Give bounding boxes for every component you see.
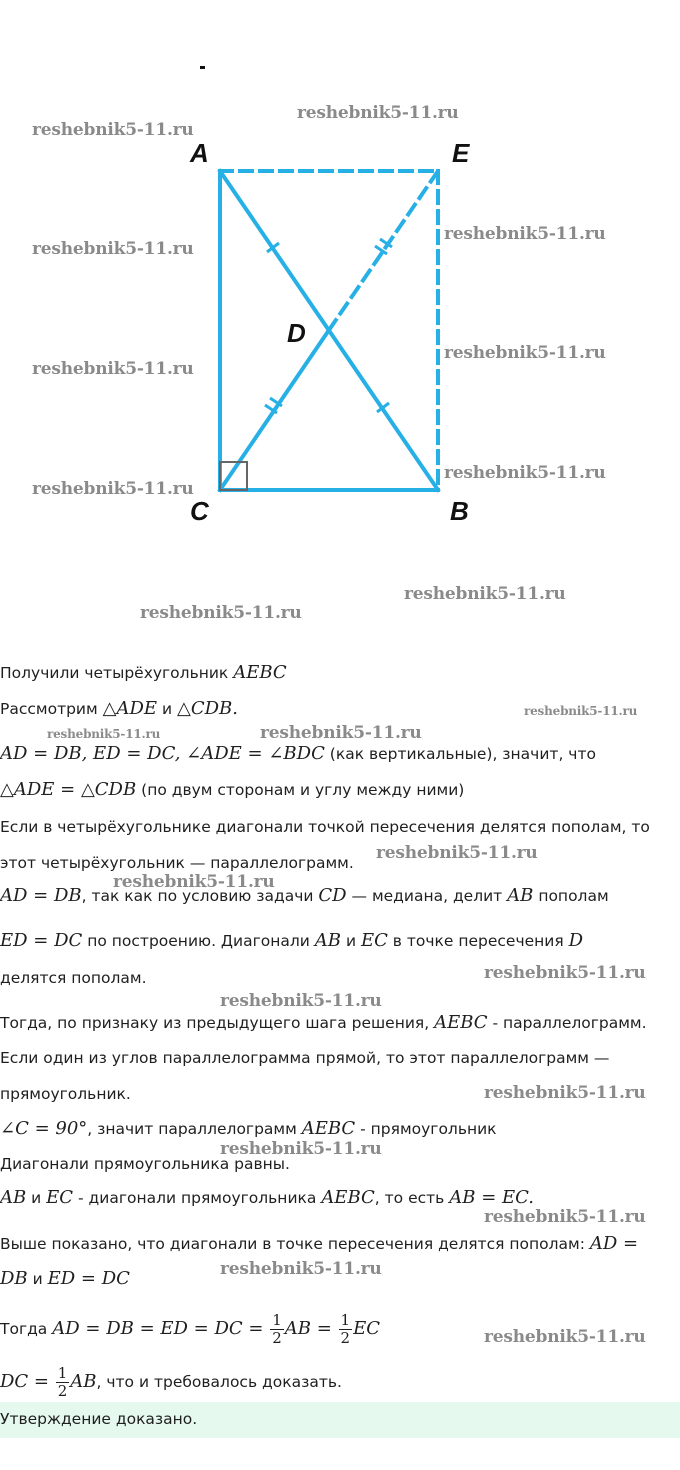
watermark: reshebnik5-11.ru [484, 1327, 646, 1347]
watermark: reshebnik5-11.ru [32, 479, 194, 499]
watermark: reshebnik5-11.ru [220, 1139, 382, 1159]
text-line: Тогда, по признаку из предыдущего шага решения, AEBC - параллелограмм. [0, 1012, 647, 1033]
text-line: △ADE = △CDB (по двум сторонам и углу между ними) [0, 779, 465, 800]
watermark: reshebnik5-11.ru [47, 727, 161, 741]
text-line: AD = DB, так как по условию задачи CD — медиана, делит AB пополам [0, 885, 609, 906]
text-line: Рассмотрим △ADE и △CDB. [0, 698, 238, 719]
text-line: Если один из углов параллелограмма прямой, то этот параллелограмм — [0, 1049, 610, 1067]
label-c: C [190, 496, 209, 526]
text-line: Тогда AD = DB = ED = DC = $\frac{1}{2}$ AB = $\frac{1}{2}$ EC [0, 1311, 380, 1347]
watermark: reshebnik5-11.ru [484, 1207, 646, 1227]
text-line: Выше показано, что диагонали в точке пересечения делятся пополам: AD = [0, 1233, 639, 1254]
watermark: reshebnik5-11.ru [484, 1083, 646, 1103]
watermark: reshebnik5-11.ru [444, 224, 606, 244]
label-e: E [452, 138, 470, 168]
text-line: ∠C = 90°, значит параллелограмм AEBC - прямоугольник [0, 1118, 497, 1139]
text-line: DB и ED = DC [0, 1268, 130, 1289]
stray-mark [200, 66, 205, 69]
text-line: этот четырёхугольник — параллелограмм. [0, 854, 354, 872]
geometry-figure [0, 0, 680, 640]
label-d: D [287, 318, 306, 348]
text-line: делятся пополам. [0, 969, 147, 987]
text-line: DC = $\frac{1}{2}$ AB, что и требовалось доказать. [0, 1364, 342, 1400]
watermark: reshebnik5-11.ru [32, 239, 194, 259]
watermark: reshebnik5-11.ru [220, 1259, 382, 1279]
watermark: reshebnik5-11.ru [140, 603, 302, 623]
label-b: B [450, 496, 469, 526]
watermark: reshebnik5-11.ru [484, 963, 646, 983]
watermark: reshebnik5-11.ru [404, 584, 566, 604]
fraction: $\frac{1}{2}$ [272, 1311, 282, 1347]
text-line: Диагонали прямоугольника равны. [0, 1155, 290, 1173]
conclusion-banner [0, 1402, 680, 1438]
text-line: Получили четырёхугольник AEBC [0, 662, 287, 683]
watermark: reshebnik5-11.ru [32, 359, 194, 379]
fraction: $\frac{1}{2}$ [340, 1311, 351, 1347]
text-line: AD = DB, ED = DC, ∠ADE = ∠BDC (как вертикальные), значит, что [0, 743, 596, 764]
text-line: ED = DC по построению. Диагонали AB и EC в точке пересечения D [0, 930, 584, 951]
text-line: AB и EC - диагонали прямоугольника AEBC, то есть AB = EC. [0, 1187, 534, 1208]
watermark: reshebnik5-11.ru [444, 463, 606, 483]
watermark: reshebnik5-11.ru [376, 843, 538, 863]
watermark: reshebnik5-11.ru [444, 343, 606, 363]
watermark: reshebnik5-11.ru [32, 120, 194, 140]
watermark: reshebnik5-11.ru [113, 872, 275, 892]
label-a: A [190, 138, 209, 168]
watermark: reshebnik5-11.ru [220, 991, 382, 1011]
text-line: прямоугольник. [0, 1085, 131, 1103]
conclusion-text: Утверждение доказано. [0, 1410, 198, 1428]
watermark: reshebnik5-11.ru [524, 704, 638, 718]
fraction: $\frac{1}{2}$ [57, 1364, 68, 1400]
rectangle-diagram [0, 0, 680, 640]
watermark: reshebnik5-11.ru [297, 103, 459, 123]
text-line: Если в четырёхугольнике диагонали точкой пересечения делятся пополам, то [0, 818, 650, 836]
watermark: reshebnik5-11.ru [260, 723, 422, 743]
